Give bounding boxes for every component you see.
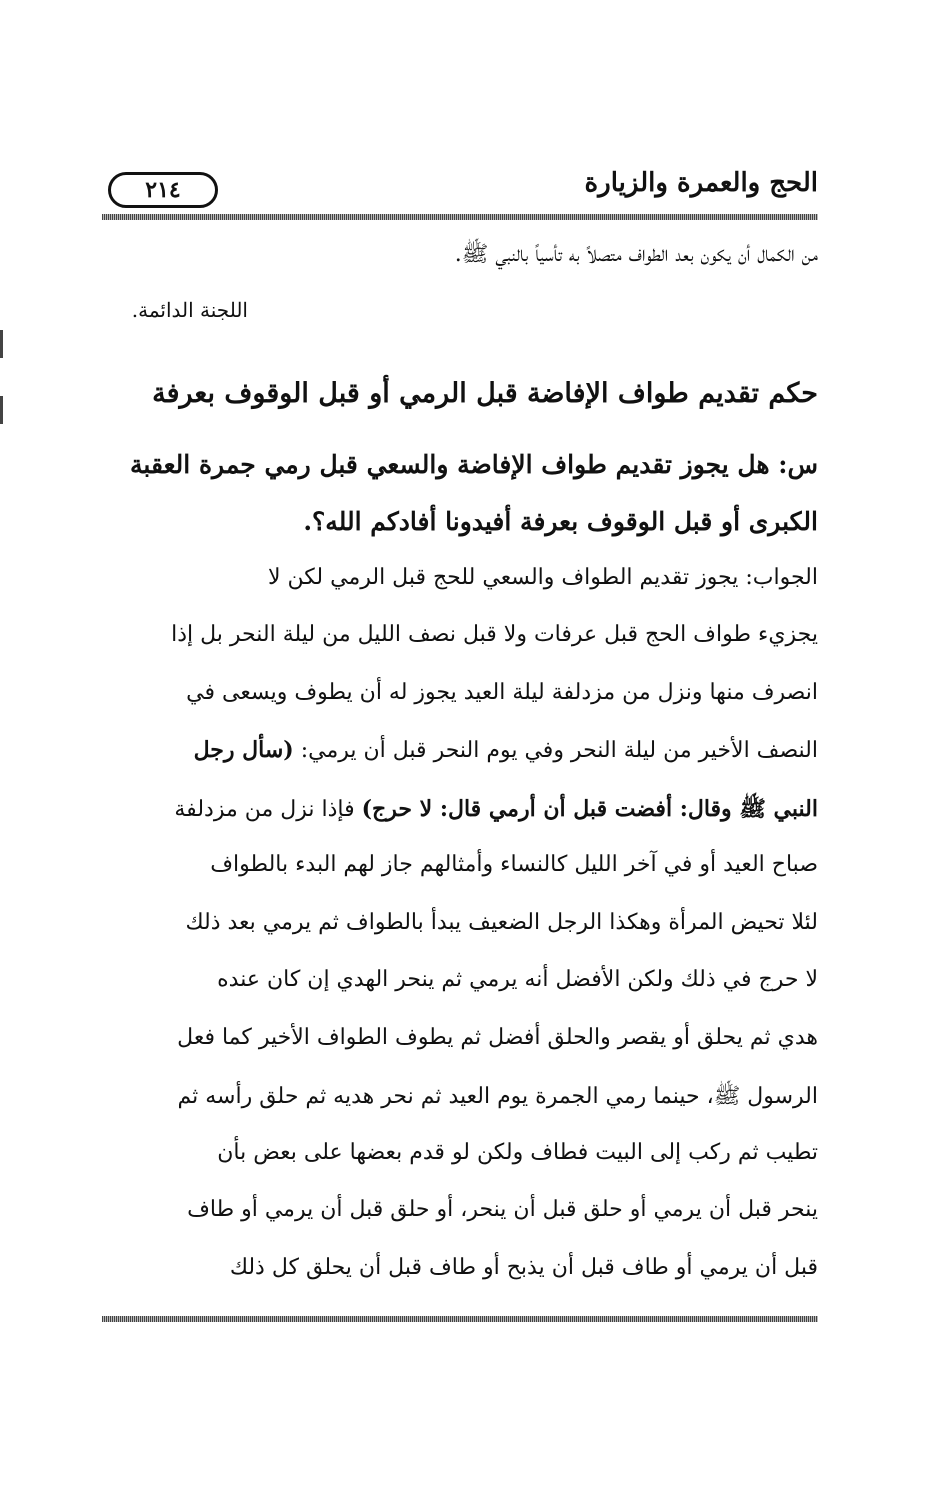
- answer-line-2: يجزيء طواف الحج قبل عرفات ولا قبل نصف الليل من ليلة النحر بل إذا: [171, 622, 818, 647]
- footer-rule: [102, 1316, 818, 1322]
- signature: اللجنة الدائمة.: [131, 298, 248, 322]
- page-header: [102, 168, 818, 212]
- scan-edge-mark: [0, 396, 3, 424]
- scan-edge-mark: [0, 330, 3, 358]
- answer-line-9: هدي ثم يحلق أو يقصر والحلق أفضل ثم يطوف الطواف الأخير كما فعل: [177, 1025, 818, 1050]
- answer-line-8: لا حرج في ذلك ولكن الأفضل أنه يرمي ثم ينحر الهدي إن كان عنده: [217, 967, 818, 992]
- answer-line-12: ينحر قبل أن يرمي أو حلق قبل أن ينحر، أو حلق قبل أن يرمي أو طاف: [187, 1197, 818, 1222]
- answer-line-10: الرسول ﷺ، حينما رمي الجمرة يوم العيد ثم نحر هديه ثم حلق رأسه ثم: [177, 1084, 818, 1109]
- question-line-2: الكبرى أو قبل الوقوف بعرفة أفيدونا أفادكم الله؟.: [303, 507, 818, 536]
- answer-line-1: الجواب: يجوز تقديم الطواف والسعي للحج قبل الرمي لكن لا: [267, 565, 818, 590]
- answer-line-5-text: فإذا نزل من مزدلفة: [174, 797, 362, 822]
- page-number: ٢١٤: [108, 172, 218, 208]
- answer-line-4: [132, 737, 818, 763]
- header-rule: [102, 214, 818, 220]
- hadith-start: (سأل رجل: [193, 737, 294, 763]
- continuation-line: من الكمال أن يكون بعد الطواف متصلاً به تأسياً بالنبي ﷺ.: [454, 242, 818, 267]
- hadith-text: النبي ﷺ وقال: أفضت قبل أن أرمي قال: لا حرج): [361, 796, 818, 822]
- answer-line-7: لئلا تحيض المرأة وهكذا الرجل الضعيف يبدأ بالطواف ثم يرمي بعد ذلك: [185, 910, 818, 935]
- section-heading: حكم تقديم طواف الإفاضة قبل الرمي أو قبل الوقوف بعرفة: [152, 378, 818, 409]
- answer-line-6: صباح العيد أو في آخر الليل كالنساء وأمثالهم جاز لهم البدء بالطواف: [210, 852, 818, 877]
- answer-line-4-text: النصف الأخير من ليلة النحر وفي يوم النحر قبل أن يرمي:: [293, 738, 818, 763]
- answer-line-11: تطيب ثم ركب إلى البيت فطاف ولكن لو قدم بعضها على بعض بأن: [217, 1140, 818, 1165]
- running-title: الحج والعمرة والزيارة: [584, 168, 818, 198]
- question-line-1: س: هل يجوز تقديم طواف الإفاضة والسعي قبل رمي جمرة العقبة: [130, 450, 818, 479]
- answer-line-3: انصرف منها ونزل من مزدلفة ليلة العيد يجوز له أن يطوف ويسعى في: [186, 680, 818, 705]
- answer-line-13: قبل أن يرمي أو طاف قبل أن يذبح أو طاف قبل أن يحلق كل ذلك: [229, 1255, 818, 1280]
- answer-line-5: [132, 795, 818, 827]
